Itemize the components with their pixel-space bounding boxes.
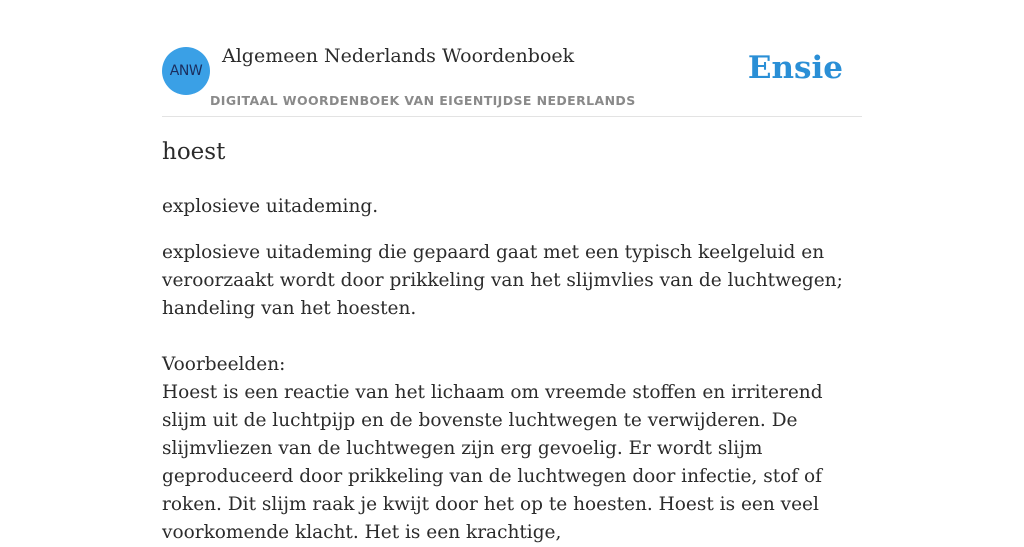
site-subtitle: DIGITAAL WOORDENBOEK VAN EIGENTIJDSE NEDERLANDS [210,93,636,108]
entry-definition: explosieve uitademing die gepaard gaat met een typisch keelgeluid en veroorzaakt wordt door prikkeling van het slijmvlies van de luchtwegen; handeling van het hoesten. [162,242,843,319]
ensie-brand-logo[interactable]: Ensie [747,50,843,86]
logo-text: ANW [169,63,203,79]
examples-text: Hoest is een reactie van het lichaam om vreemde stoffen en irriterend slijm uit de luchtpijp en de bovenste luchtwegen te verwijderen. De slijmvliezen van de luchtwegen zijn erg gevoelig. Er wordt slijm geproduceerd door prikkeling van de luchtwegen door infectie, stof of roken. Dit slijm raak je kwijt door het op te hoesten. Hoest is een veel voorkomende klacht. Het is een krachtige, [162,382,823,543]
entry-headword: hoest [162,139,226,165]
entry-definition-block [162,239,862,547]
site-title[interactable]: Algemeen Nederlands Woordenboek [222,45,575,67]
site-header [162,0,862,117]
page-container [162,0,862,543]
anw-logo[interactable] [162,47,210,95]
examples-label: Voorbeelden: [162,354,286,375]
entry-short-definition: explosieve uitademing. [162,196,379,217]
